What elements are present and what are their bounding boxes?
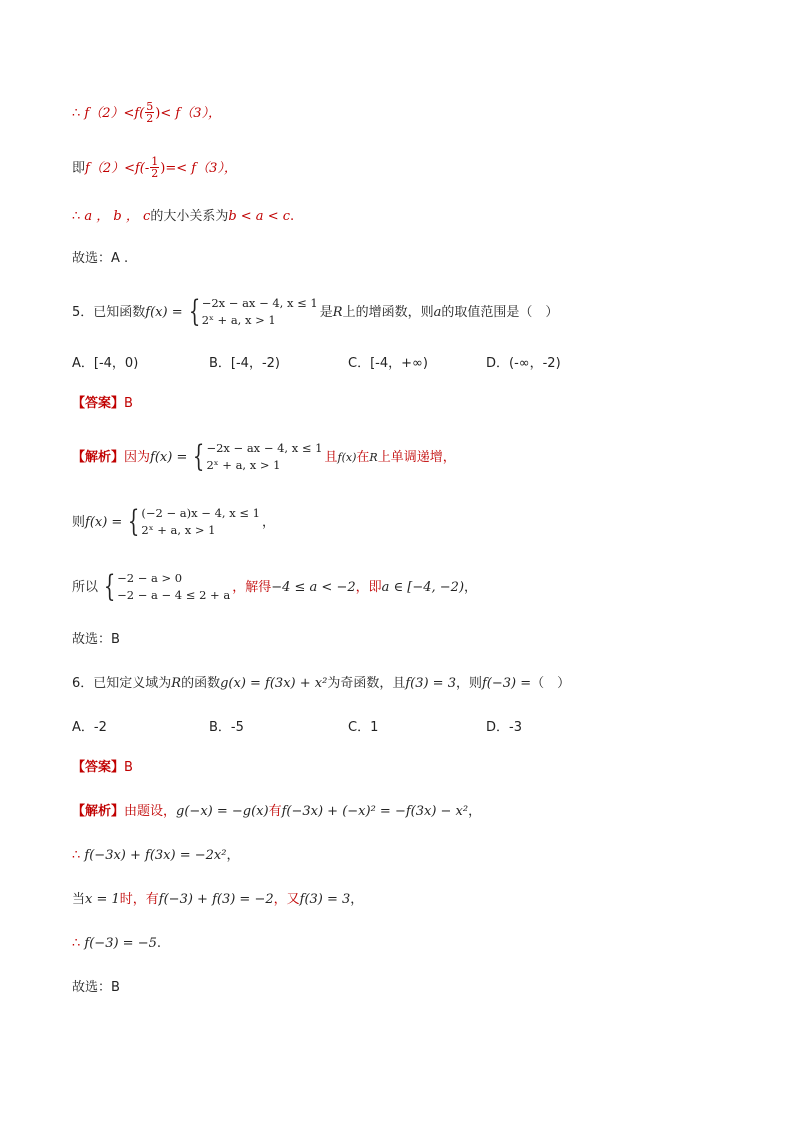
question-5-analysis-1: 【解析】 因为 f(x) = { −2x − ax − 4, x ≤ 1 2ˣ + a, x > 1 且 f(x) 在 R 上单调递增， (72, 439, 456, 474)
analysis-tag: 【解析】 (72, 449, 125, 465)
expr-f3: < f（3）， (160, 105, 221, 121)
therefore-symbol: ∴ (72, 105, 81, 121)
expr-f-close: ) (155, 105, 161, 121)
option-c[interactable]: C．1 (348, 719, 379, 735)
question-5-analysis-3: 所以 { −2 − a > 0 −2 − a − 4 ≤ 2 + a ，解得 −4 ≤ a < −2 ，即 a ∈ [−4, −2) ， (72, 569, 478, 604)
expr-f2: f（2）< (85, 160, 135, 176)
option-a[interactable]: A．-2 (72, 719, 107, 735)
prefix-ji: 即 (72, 160, 86, 176)
question-6: 6．已知定义域为 R 的函数 g(x) = f(3x) + x² 为奇函数，且 f(3) = 3 ，则 f(−3) = （ ） (72, 675, 571, 691)
expr-f-close: ) (160, 160, 166, 176)
case-2: 2ˣ + a, x > 1 (201, 313, 276, 327)
expr-f3: =< f（3）， (165, 160, 237, 176)
piecewise-function: { −2x − ax − 4, x ≤ 1 2ˣ + a, x > 1 (188, 294, 318, 329)
solution-line-3: ∴ a ， b ， c 的大小关系为 b < a < c . (72, 208, 295, 224)
answer-value: B (124, 759, 133, 775)
question-6-analysis-4: ∴ f(−3) = −5 . (72, 935, 162, 951)
question-5-answer (72, 385, 722, 421)
fraction-5-2: $\frac{5}{2}$ (146, 99, 154, 126)
answer-tag: 【答案】 (72, 395, 125, 411)
question-6-final: 故选：B (72, 979, 120, 995)
option-c[interactable]: C．[-4，+∞) (348, 355, 428, 371)
question-number: 5．已知函数 (72, 304, 146, 320)
question-6-options (72, 709, 722, 745)
answer-choice-a: 故选：A . (72, 250, 129, 266)
question-6-analysis-1: 【解析】 由题设， g(−x) = −g(x) 有 f(−3x) + (−x)² = −f(3x) − x² ， (72, 803, 482, 819)
question-6-answer (72, 749, 722, 785)
solution-line-2 (72, 150, 722, 186)
analysis-tag: 【解析】 (72, 803, 125, 819)
option-d[interactable]: D．-3 (486, 719, 522, 735)
expr-relation: b < a < c (228, 208, 290, 224)
piecewise-function: { (−2 − a)x − 4, x ≤ 1 2ˣ + a, x > 1 (128, 504, 260, 539)
question-6-analysis-2: ∴ f(−3x) + f(3x) = −2x² ， (72, 847, 240, 863)
question-5: 5．已知函数 f(x) = { −2x − ax − 4, x ≤ 1 2ˣ + a, x > 1 是 R 上的增函数，则 a 的取值范围是（ ） (72, 294, 559, 329)
expr-f-open: f( (134, 105, 145, 121)
option-b[interactable]: B．-5 (209, 719, 244, 735)
expr-f2: f（2）< (84, 105, 135, 121)
expr-f-open: f(- (135, 160, 150, 176)
answer-value: B (124, 395, 133, 411)
case-1: −2x − ax − 4, x ≤ 1 (201, 296, 318, 311)
answer-tag: 【答案】 (72, 759, 125, 775)
piecewise-function: { −2x − ax − 4, x ≤ 1 2ˣ + a, x > 1 (193, 439, 323, 474)
question-5-analysis-2: 则 f(x) = { (−2 − a)x − 4, x ≤ 1 2ˣ + a, x > 1 ， (72, 504, 275, 539)
question-5-final: 故选：B (72, 631, 120, 647)
therefore-symbol: ∴ (72, 208, 81, 224)
solution-line-1 (72, 95, 722, 131)
question-number: 6．已知定义域为 (72, 675, 172, 691)
inequality-system: { −2 − a > 0 −2 − a − 4 ≤ 2 + a (103, 569, 231, 604)
expr-abc: a ， b ， c (84, 208, 151, 224)
option-a[interactable]: A．[-4，0) (72, 355, 139, 371)
question-6-analysis-3: 当 x = 1 时，有 f(−3) + f(3) = −2 ，又 f(3) = 3 ， (72, 891, 364, 907)
text-relation: 的大小关系为 (150, 208, 229, 224)
option-b[interactable]: B．[-4，-2) (209, 355, 280, 371)
expr-fx: f(x) = (145, 304, 183, 320)
question-5-options (72, 345, 722, 381)
fraction-1-2: $\frac{1}{2}$ (151, 154, 159, 181)
option-d[interactable]: D．(-∞，-2) (486, 355, 561, 371)
